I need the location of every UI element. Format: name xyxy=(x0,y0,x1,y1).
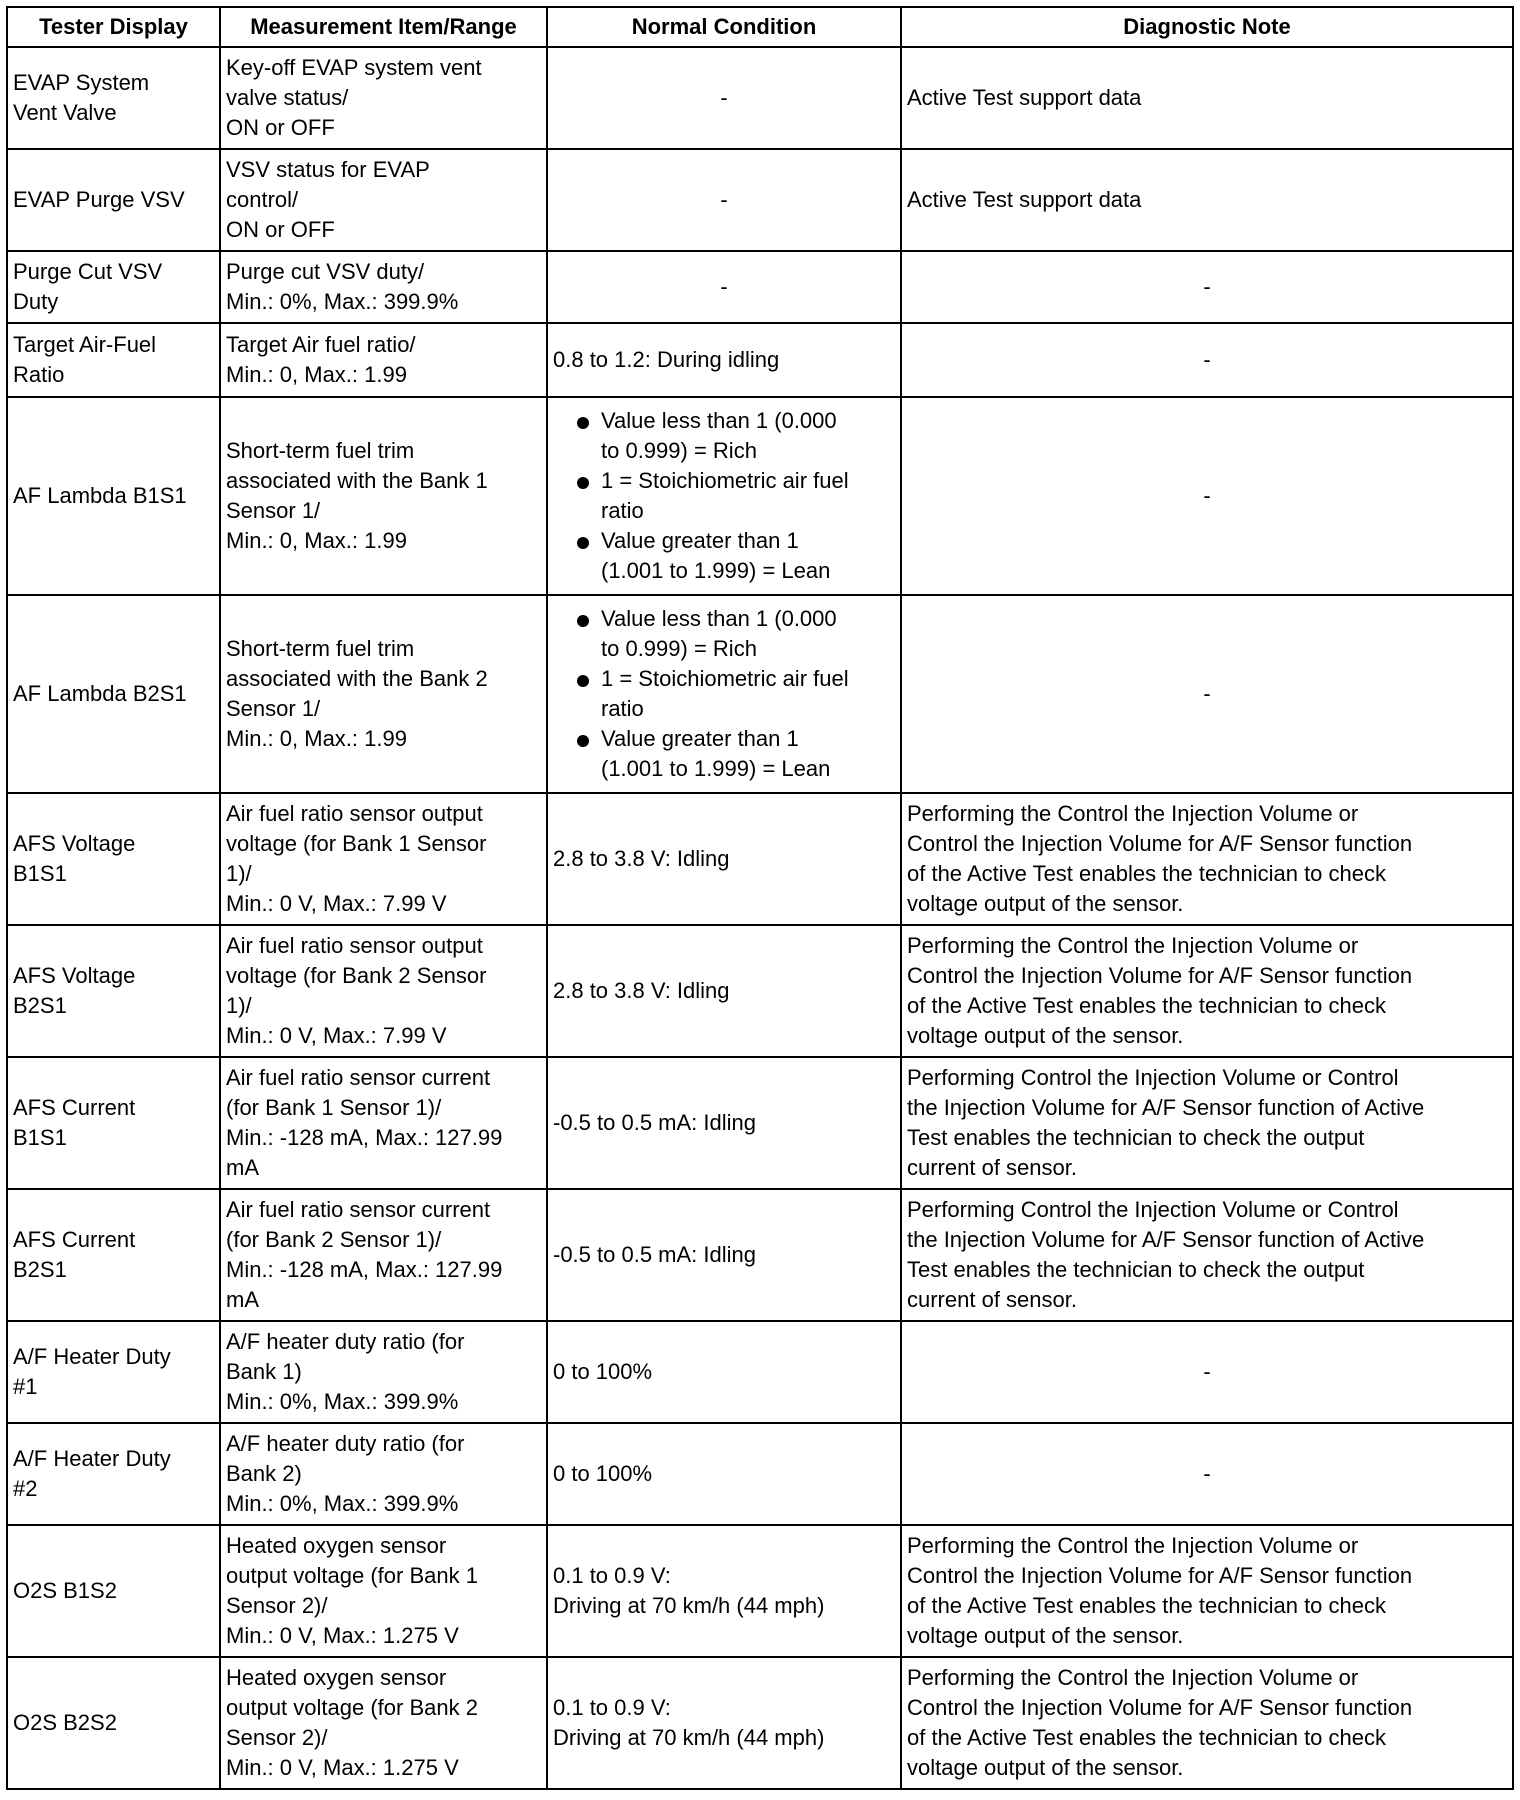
measurement-cell-line: Purge cut VSV duty/ xyxy=(226,259,425,284)
diagnostic-note-cell-line: of the Active Test enables the technician to check xyxy=(907,1593,1387,1618)
measurement-cell xyxy=(220,47,547,149)
measurement-cell-line: Min.: 0%, Max.: 399.9% xyxy=(226,289,459,314)
measurement-cell-line: Sensor 1/ xyxy=(226,696,321,721)
measurement-cell-line: output voltage (for Bank 2 xyxy=(226,1695,478,1720)
diagnostic-note-cell-line: of the Active Test enables the technician to check xyxy=(907,861,1387,886)
bullet-item xyxy=(553,604,895,664)
bullet-dot-icon xyxy=(577,615,589,627)
bullet-list xyxy=(553,604,895,784)
diagnostic-note-cell xyxy=(901,1321,1513,1423)
tester-display-cell xyxy=(7,1657,220,1789)
measurement-cell-line: Heated oxygen sensor xyxy=(226,1533,447,1558)
measurement-cell-line: (for Bank 2 Sensor 1)/ xyxy=(226,1227,442,1252)
diagnostic-note-cell-line: the Injection Volume for A/F Sensor function of Active xyxy=(907,1095,1425,1120)
measurement-cell-line: Min.: -128 mA, Max.: 127.99 xyxy=(226,1125,503,1150)
measurement-cell-line: VSV status for EVAP xyxy=(226,157,430,182)
bullet-line: (1.001 to 1.999) = Lean xyxy=(601,558,831,583)
table-row xyxy=(7,323,1513,397)
tester-display-cell xyxy=(7,251,220,323)
measurement-cell-line: 1)/ xyxy=(226,993,252,1018)
tester-display-cell-line: EVAP Purge VSV xyxy=(13,187,185,212)
bullet-line: (1.001 to 1.999) = Lean xyxy=(601,756,831,781)
measurement-cell-line: Short-term fuel trim xyxy=(226,438,415,463)
measurement-cell xyxy=(220,1321,547,1423)
data-list-sheet xyxy=(6,6,1512,1790)
diagnostic-note-cell-line: Control the Injection Volume for A/F Sensor function xyxy=(907,963,1413,988)
bullet-dot-icon xyxy=(577,477,589,489)
tester-display-cell-line: #1 xyxy=(13,1374,38,1399)
diagnostic-note-cell-line: current of sensor. xyxy=(907,1155,1077,1180)
measurement-cell xyxy=(220,251,547,323)
tester-display-cell-line: O2S B2S2 xyxy=(13,1710,117,1735)
normal-condition-cell-line: -0.5 to 0.5 mA: Idling xyxy=(553,1110,756,1135)
tester-display-cell-line: A/F Heater Duty xyxy=(13,1344,171,1369)
bullet-dot-icon xyxy=(577,537,589,549)
tester-display-cell xyxy=(7,1423,220,1525)
diagnostic-note-cell xyxy=(901,793,1513,925)
diagnostic-note-cell-line: Control the Injection Volume for A/F Sensor function xyxy=(907,1695,1413,1720)
measurement-cell-line: Bank 1) xyxy=(226,1359,302,1384)
measurement-cell-line: associated with the Bank 2 xyxy=(226,666,488,691)
data-list-table xyxy=(6,6,1514,1790)
tester-display-cell xyxy=(7,149,220,251)
diagnostic-note-cell-line: - xyxy=(1203,1359,1211,1384)
diagnostic-note-cell-line: Active Test support data xyxy=(907,85,1142,110)
diagnostic-note-cell xyxy=(901,1525,1513,1657)
measurement-cell-line: A/F heater duty ratio (for xyxy=(226,1431,465,1456)
table-row xyxy=(7,1423,1513,1525)
normal-condition-cell-line: 0.8 to 1.2: During idling xyxy=(553,347,780,372)
normal-condition-cell xyxy=(547,149,901,251)
header-measurement: Measurement Item/Range xyxy=(220,7,547,47)
measurement-cell xyxy=(220,1189,547,1321)
measurement-cell-line: Sensor 2)/ xyxy=(226,1725,328,1750)
tester-display-cell-line: Target Air-Fuel xyxy=(13,332,157,357)
measurement-cell-line: Min.: 0, Max.: 1.99 xyxy=(226,726,407,751)
header-row xyxy=(7,7,1513,47)
bullet-item xyxy=(553,406,895,466)
table-row xyxy=(7,47,1513,149)
measurement-cell-line: Sensor 1/ xyxy=(226,498,321,523)
bullet-item xyxy=(553,466,895,526)
normal-condition-cell xyxy=(547,925,901,1057)
measurement-cell-line: control/ xyxy=(226,187,299,212)
table-row xyxy=(7,793,1513,925)
tester-display-cell-line: EVAP System xyxy=(13,70,150,95)
bullet-dot-icon xyxy=(577,675,589,687)
diagnostic-note-cell-line: Performing the Control the Injection Volume or xyxy=(907,933,1359,958)
measurement-cell-line: Min.: 0 V, Max.: 1.275 V xyxy=(226,1623,459,1648)
diagnostic-note-cell-line: of the Active Test enables the technician to check xyxy=(907,993,1387,1018)
measurement-cell xyxy=(220,595,547,793)
bullet-line: Value less than 1 (0.000 xyxy=(601,408,837,433)
measurement-cell-line: Air fuel ratio sensor output xyxy=(226,933,483,958)
normal-condition-cell-line: 0.1 to 0.9 V: xyxy=(553,1563,671,1588)
tester-display-cell-line: Vent Valve xyxy=(13,100,117,125)
tester-display-cell xyxy=(7,1189,220,1321)
measurement-cell-line: voltage (for Bank 2 Sensor xyxy=(226,963,487,988)
diagnostic-note-cell-line: current of sensor. xyxy=(907,1287,1077,1312)
tester-display-cell-line: #2 xyxy=(13,1476,38,1501)
diagnostic-note-cell xyxy=(901,1057,1513,1189)
normal-condition-cell xyxy=(547,397,901,595)
measurement-cell-line: Min.: 0 V, Max.: 7.99 V xyxy=(226,891,447,916)
measurement-cell xyxy=(220,149,547,251)
measurement-cell-line: mA xyxy=(226,1287,259,1312)
tester-display-cell xyxy=(7,1321,220,1423)
diagnostic-note-cell-line: voltage output of the sensor. xyxy=(907,1623,1184,1648)
tester-display-cell-line: AFS Voltage xyxy=(13,963,136,988)
normal-condition-cell xyxy=(547,1321,901,1423)
bullet-line: to 0.999) = Rich xyxy=(601,438,757,463)
measurement-cell-line: Min.: 0, Max.: 1.99 xyxy=(226,362,407,387)
measurement-cell-line: Heated oxygen sensor xyxy=(226,1665,447,1690)
tester-display-cell-line: B2S1 xyxy=(13,993,67,1018)
measurement-cell-line: A/F heater duty ratio (for xyxy=(226,1329,465,1354)
measurement-cell-line: Min.: 0%, Max.: 399.9% xyxy=(226,1491,459,1516)
tester-display-cell xyxy=(7,397,220,595)
diagnostic-note-cell xyxy=(901,1189,1513,1321)
normal-condition-cell-line: 0 to 100% xyxy=(553,1461,653,1486)
diagnostic-note-cell-line: - xyxy=(1203,347,1211,372)
bullet-item xyxy=(553,724,895,784)
measurement-cell xyxy=(220,1525,547,1657)
diagnostic-note-cell xyxy=(901,1657,1513,1789)
table-row xyxy=(7,251,1513,323)
measurement-cell xyxy=(220,1423,547,1525)
normal-condition-cell xyxy=(547,251,901,323)
normal-condition-cell-line: -0.5 to 0.5 mA: Idling xyxy=(553,1242,756,1267)
diagnostic-note-cell xyxy=(901,149,1513,251)
diagnostic-note-cell-line: Performing the Control the Injection Volume or xyxy=(907,1665,1359,1690)
measurement-cell-line: Min.: 0 V, Max.: 1.275 V xyxy=(226,1755,459,1780)
normal-condition-cell-line: 2.8 to 3.8 V: Idling xyxy=(553,978,730,1003)
measurement-cell-line: output voltage (for Bank 1 xyxy=(226,1563,478,1588)
tester-display-cell xyxy=(7,925,220,1057)
diagnostic-note-cell-line: the Injection Volume for A/F Sensor function of Active xyxy=(907,1227,1425,1252)
diagnostic-note-cell-line: Active Test support data xyxy=(907,187,1142,212)
measurement-cell-line: ON or OFF xyxy=(226,115,335,140)
diagnostic-note-cell-line: - xyxy=(1203,483,1211,508)
normal-condition-cell-line: 0 to 100% xyxy=(553,1359,653,1384)
diagnostic-note-cell xyxy=(901,47,1513,149)
table-row xyxy=(7,1657,1513,1789)
table-row xyxy=(7,1525,1513,1657)
tester-display-cell-line: B1S1 xyxy=(13,1125,67,1150)
table-body xyxy=(7,47,1513,1789)
table-row xyxy=(7,595,1513,793)
diagnostic-note-cell-line: Control the Injection Volume for A/F Sensor function xyxy=(907,1563,1413,1588)
header-tester-display: Tester Display xyxy=(7,7,220,47)
table-row xyxy=(7,397,1513,595)
measurement-cell xyxy=(220,793,547,925)
tester-display-cell-line: AFS Current xyxy=(13,1095,136,1120)
normal-condition-cell xyxy=(547,1057,901,1189)
diagnostic-note-cell xyxy=(901,1423,1513,1525)
diagnostic-note-cell-line: - xyxy=(1203,681,1211,706)
tester-display-cell xyxy=(7,1057,220,1189)
diagnostic-note-cell-line: Test enables the technician to check the output xyxy=(907,1125,1365,1150)
measurement-cell-line: mA xyxy=(226,1155,259,1180)
normal-condition-cell xyxy=(547,323,901,397)
tester-display-cell-line: O2S B1S2 xyxy=(13,1578,117,1603)
measurement-cell-line: Min.: 0 V, Max.: 7.99 V xyxy=(226,1023,447,1048)
normal-condition-cell-line: 0.1 to 0.9 V: xyxy=(553,1695,671,1720)
measurement-cell-line: Min.: 0, Max.: 1.99 xyxy=(226,528,407,553)
tester-display-cell-line: B1S1 xyxy=(13,861,67,886)
diagnostic-note-cell-line: Control the Injection Volume for A/F Sensor function xyxy=(907,831,1413,856)
tester-display-cell xyxy=(7,323,220,397)
table-row xyxy=(7,1057,1513,1189)
normal-condition-cell xyxy=(547,1657,901,1789)
bullet-line: to 0.999) = Rich xyxy=(601,636,757,661)
bullet-dot-icon xyxy=(577,735,589,747)
diagnostic-note-cell-line: voltage output of the sensor. xyxy=(907,1755,1184,1780)
measurement-cell-line: associated with the Bank 1 xyxy=(226,468,488,493)
measurement-cell-line: ON or OFF xyxy=(226,217,335,242)
normal-condition-cell xyxy=(547,1525,901,1657)
diagnostic-note-cell-line: voltage output of the sensor. xyxy=(907,891,1184,916)
header-normal-condition: Normal Condition xyxy=(547,7,901,47)
measurement-cell xyxy=(220,323,547,397)
measurement-cell xyxy=(220,925,547,1057)
bullet-line: ratio xyxy=(601,696,644,721)
measurement-cell-line: (for Bank 1 Sensor 1)/ xyxy=(226,1095,442,1120)
diagnostic-note-cell-line: - xyxy=(1203,1461,1211,1486)
tester-display-cell xyxy=(7,47,220,149)
bullet-line: 1 = Stoichiometric air fuel xyxy=(601,666,849,691)
normal-condition-cell-line: - xyxy=(720,187,728,212)
diagnostic-note-cell xyxy=(901,251,1513,323)
diagnostic-note-cell-line: Performing Control the Injection Volume or Control xyxy=(907,1197,1399,1222)
table-row xyxy=(7,1189,1513,1321)
diagnostic-note-cell-line: Performing Control the Injection Volume or Control xyxy=(907,1065,1399,1090)
diagnostic-note-cell-line: of the Active Test enables the technician to check xyxy=(907,1725,1387,1750)
tester-display-cell-line: Ratio xyxy=(13,362,65,387)
table-row xyxy=(7,149,1513,251)
measurement-cell-line: Target Air fuel ratio/ xyxy=(226,332,416,357)
measurement-cell-line: Bank 2) xyxy=(226,1461,302,1486)
tester-display-cell-line: B2S1 xyxy=(13,1257,67,1282)
tester-display-cell-line: AFS Voltage xyxy=(13,831,136,856)
measurement-cell-line: valve status/ xyxy=(226,85,349,110)
diagnostic-note-cell-line: - xyxy=(1203,274,1211,299)
bullet-item xyxy=(553,664,895,724)
measurement-cell-line: Air fuel ratio sensor current xyxy=(226,1065,491,1090)
bullet-dot-icon xyxy=(577,417,589,429)
bullet-item xyxy=(553,526,895,586)
bullet-line: Value greater than 1 xyxy=(601,528,799,553)
tester-display-cell-line: AF Lambda B1S1 xyxy=(13,483,187,508)
normal-condition-cell xyxy=(547,47,901,149)
diagnostic-note-cell xyxy=(901,323,1513,397)
tester-display-cell-line: AFS Current xyxy=(13,1227,136,1252)
table-row xyxy=(7,925,1513,1057)
bullet-line: Value less than 1 (0.000 xyxy=(601,606,837,631)
diagnostic-note-cell xyxy=(901,595,1513,793)
measurement-cell-line: Min.: 0%, Max.: 399.9% xyxy=(226,1389,459,1414)
normal-condition-cell-line: Driving at 70 km/h (44 mph) xyxy=(553,1725,825,1750)
diagnostic-note-cell-line: Test enables the technician to check the output xyxy=(907,1257,1365,1282)
measurement-cell-line: Min.: -128 mA, Max.: 127.99 xyxy=(226,1257,503,1282)
tester-display-cell-line: AF Lambda B2S1 xyxy=(13,681,187,706)
normal-condition-cell-line: - xyxy=(720,274,728,299)
tester-display-cell-line: Duty xyxy=(13,289,59,314)
normal-condition-cell xyxy=(547,1423,901,1525)
normal-condition-cell xyxy=(547,1189,901,1321)
normal-condition-cell-line: - xyxy=(720,85,728,110)
tester-display-cell-line: A/F Heater Duty xyxy=(13,1446,171,1471)
diagnostic-note-cell-line: voltage output of the sensor. xyxy=(907,1023,1184,1048)
measurement-cell xyxy=(220,1657,547,1789)
normal-condition-cell xyxy=(547,595,901,793)
measurement-cell-line: voltage (for Bank 1 Sensor xyxy=(226,831,487,856)
measurement-cell-line: Short-term fuel trim xyxy=(226,636,415,661)
diagnostic-note-cell xyxy=(901,925,1513,1057)
table-row xyxy=(7,1321,1513,1423)
tester-display-cell xyxy=(7,793,220,925)
bullet-line: Value greater than 1 xyxy=(601,726,799,751)
diagnostic-note-cell-line: Performing the Control the Injection Volume or xyxy=(907,1533,1359,1558)
header-diagnostic-note: Diagnostic Note xyxy=(901,7,1513,47)
measurement-cell-line: Air fuel ratio sensor output xyxy=(226,801,483,826)
measurement-cell-line: Sensor 2)/ xyxy=(226,1593,328,1618)
tester-display-cell xyxy=(7,1525,220,1657)
measurement-cell-line: Key-off EVAP system vent xyxy=(226,55,482,80)
bullet-list xyxy=(553,406,895,586)
tester-display-cell xyxy=(7,595,220,793)
bullet-line: ratio xyxy=(601,498,644,523)
normal-condition-cell-line: 2.8 to 3.8 V: Idling xyxy=(553,846,730,871)
diagnostic-note-cell-line: Performing the Control the Injection Volume or xyxy=(907,801,1359,826)
measurement-cell-line: Air fuel ratio sensor current xyxy=(226,1197,491,1222)
tester-display-cell-line: Purge Cut VSV xyxy=(13,259,163,284)
normal-condition-cell xyxy=(547,793,901,925)
bullet-line: 1 = Stoichiometric air fuel xyxy=(601,468,849,493)
measurement-cell xyxy=(220,397,547,595)
normal-condition-cell-line: Driving at 70 km/h (44 mph) xyxy=(553,1593,825,1618)
diagnostic-note-cell xyxy=(901,397,1513,595)
measurement-cell-line: 1)/ xyxy=(226,861,252,886)
measurement-cell xyxy=(220,1057,547,1189)
